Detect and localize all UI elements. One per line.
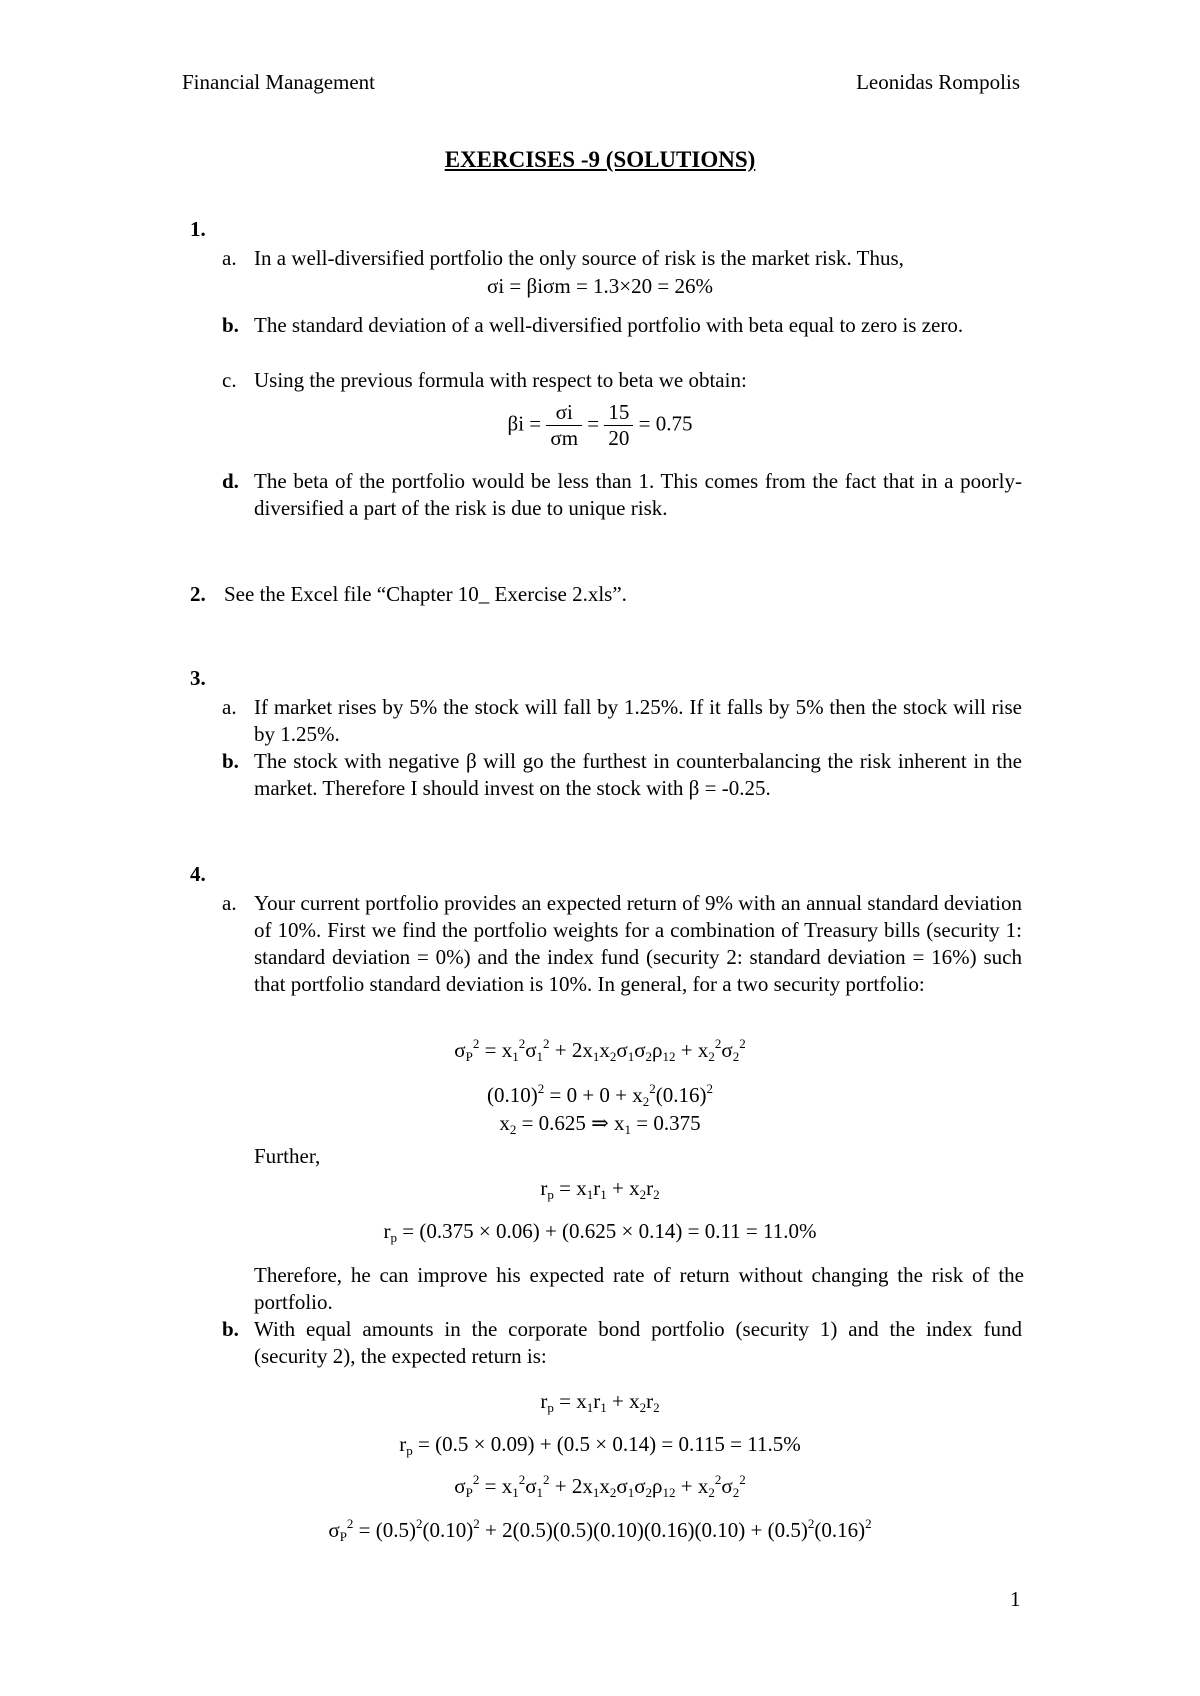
q4-eq9: $\sigma_P^2 = (0.5)^2(0.10)^2 + 2(0.5)(0.5)(0.10)(0.16)(0.10) + (0.5)^2(0.16)^2$: [328, 1516, 872, 1544]
q3-a-label: a.: [222, 695, 237, 719]
q1-c-frac-2: [604, 400, 633, 451]
q1-c-eq-lhs: βi =: [507, 411, 542, 436]
q2-text: See the Excel file “Chapter 10_ Exercise 2.xls”.: [224, 582, 627, 606]
q4-a-text: Your current portfolio provides an expected return of 9% with an annual standard deviation of 10%. First we find the portfolio weights for a combination of Treasury bills (security 1: standard deviation = 0%) and the index fund (security 2: standard deviation = 16%) such that portfolio standard deviation is 10%. In general, for a two security portfolio:: [254, 891, 1022, 996]
header-author: Leonidas Rompolis: [856, 70, 1020, 94]
q1-c-label: c.: [222, 368, 237, 392]
header-course: Financial Management: [182, 70, 376, 94]
q4-eq2: $(0.10)^2 = 0 + 0 + x_2^2(0.16)^2$: [486, 1081, 714, 1109]
q3-number: 3.: [190, 666, 206, 690]
q4-eq4: $r_p = x_1r_1 + x_2r_2$: [540, 1176, 660, 1202]
q1-a-label: a.: [222, 246, 237, 270]
q4-therefore: [254, 1262, 1024, 1316]
q1-c-frac-2-den: 20: [608, 426, 630, 450]
q4-b-label: b.: [222, 1317, 239, 1341]
q1-d: [222, 468, 1022, 522]
q1-d-text: The beta of the portfolio would be less than 1. This comes from the fact that in a poorly-diversified a part of the risk is due to unique risk.: [254, 469, 1022, 520]
q4-therefore-text: Therefore, he can improve his expected rate of return without changing the risk of the portfolio.: [254, 1263, 1024, 1314]
q4-eq1: $\sigma_P^2 = x_1^2\sigma_1^2 + 2x_1x_2\sigma_1\sigma_2\rho_{12} + x_2^2\sigma_2^2$: [454, 1036, 746, 1064]
q1-a-equation: [0, 274, 1200, 299]
q3-a-text: If market rises by 5% the stock will fall by 1.25%. If it falls by 5% then the stock will rise by 1.25%.: [254, 695, 1022, 746]
q4-eq5: $r_p = (0.375 \times 0.06) + (0.625 \times 0.14) = 0.11 = 11.0\%$: [383, 1219, 817, 1245]
q3-b-label: b.: [222, 749, 239, 773]
q4-a-label: a.: [222, 891, 237, 915]
q4-a: [222, 890, 1022, 998]
q4-eq8: $\sigma_P^2 = x_1^2\sigma_1^2 + 2x_1x_2\sigma_1\sigma_2\rho_{12} + x_2^2\sigma_2^2$: [454, 1472, 746, 1500]
q4-number: 4.: [190, 862, 206, 886]
q3-a: [222, 694, 1022, 748]
q4-b: [222, 1316, 1022, 1370]
page-number: 1: [1010, 1587, 1021, 1611]
q1-a: [222, 245, 1022, 272]
q1-c-frac-1: [546, 400, 582, 451]
q3-b: [222, 748, 1022, 802]
q1-a-eq-text: σi = βiσm = 1.3×20 = 26%: [487, 274, 713, 298]
q1-d-label: d.: [222, 469, 239, 493]
page-title: EXERCISES -9 (SOLUTIONS): [444, 147, 756, 172]
q1-c-frac-1-num: σi: [546, 400, 582, 426]
q1-c-frac-1-den: σm: [550, 426, 579, 450]
q1-b-text: The standard deviation of a well-diversified portfolio with beta equal to zero is zero.: [254, 313, 964, 337]
q1-b: [222, 312, 1022, 339]
q1-c-equation: βi = $\frac{\sigma i}{\sigma m}$ = $\frac{15}{20}$ = 0.75: [507, 400, 693, 450]
q4-eq6: $r_p = x_1r_1 + x_2r_2$: [540, 1389, 660, 1415]
q4-b-text: With equal amounts in the corporate bond portfolio (security 1) and the index fund (security 2), the expected return is:: [254, 1317, 1022, 1368]
q1-c-eq-result: = 0.75: [638, 411, 693, 436]
q4-eq3: $x_2 = 0.625$ ⇒ $x_1 = 0.375$: [499, 1111, 701, 1137]
q1-b-label: b.: [222, 313, 239, 337]
q2-number: 2.: [190, 582, 206, 606]
q1-c-text: Using the previous formula with respect to beta we obtain:: [254, 368, 747, 392]
q1-number: 1.: [190, 217, 206, 241]
q1-c: [222, 367, 1022, 394]
q1-c-frac-2-num: 15: [604, 400, 633, 426]
q4-eq7: $r_p = (0.5 \times 0.09) + (0.5 \times 0.14) = 0.115 = 11.5\%$: [399, 1432, 801, 1458]
q1-a-text: In a well-diversified portfolio the only source of risk is the market risk. Thus,: [254, 246, 904, 270]
q4-further: Further,: [254, 1144, 321, 1168]
q3-b-text: The stock with negative β will go the furthest in counterbalancing the risk inherent in the market. Therefore I should invest on the stock with β = -0.25.: [254, 749, 1022, 800]
